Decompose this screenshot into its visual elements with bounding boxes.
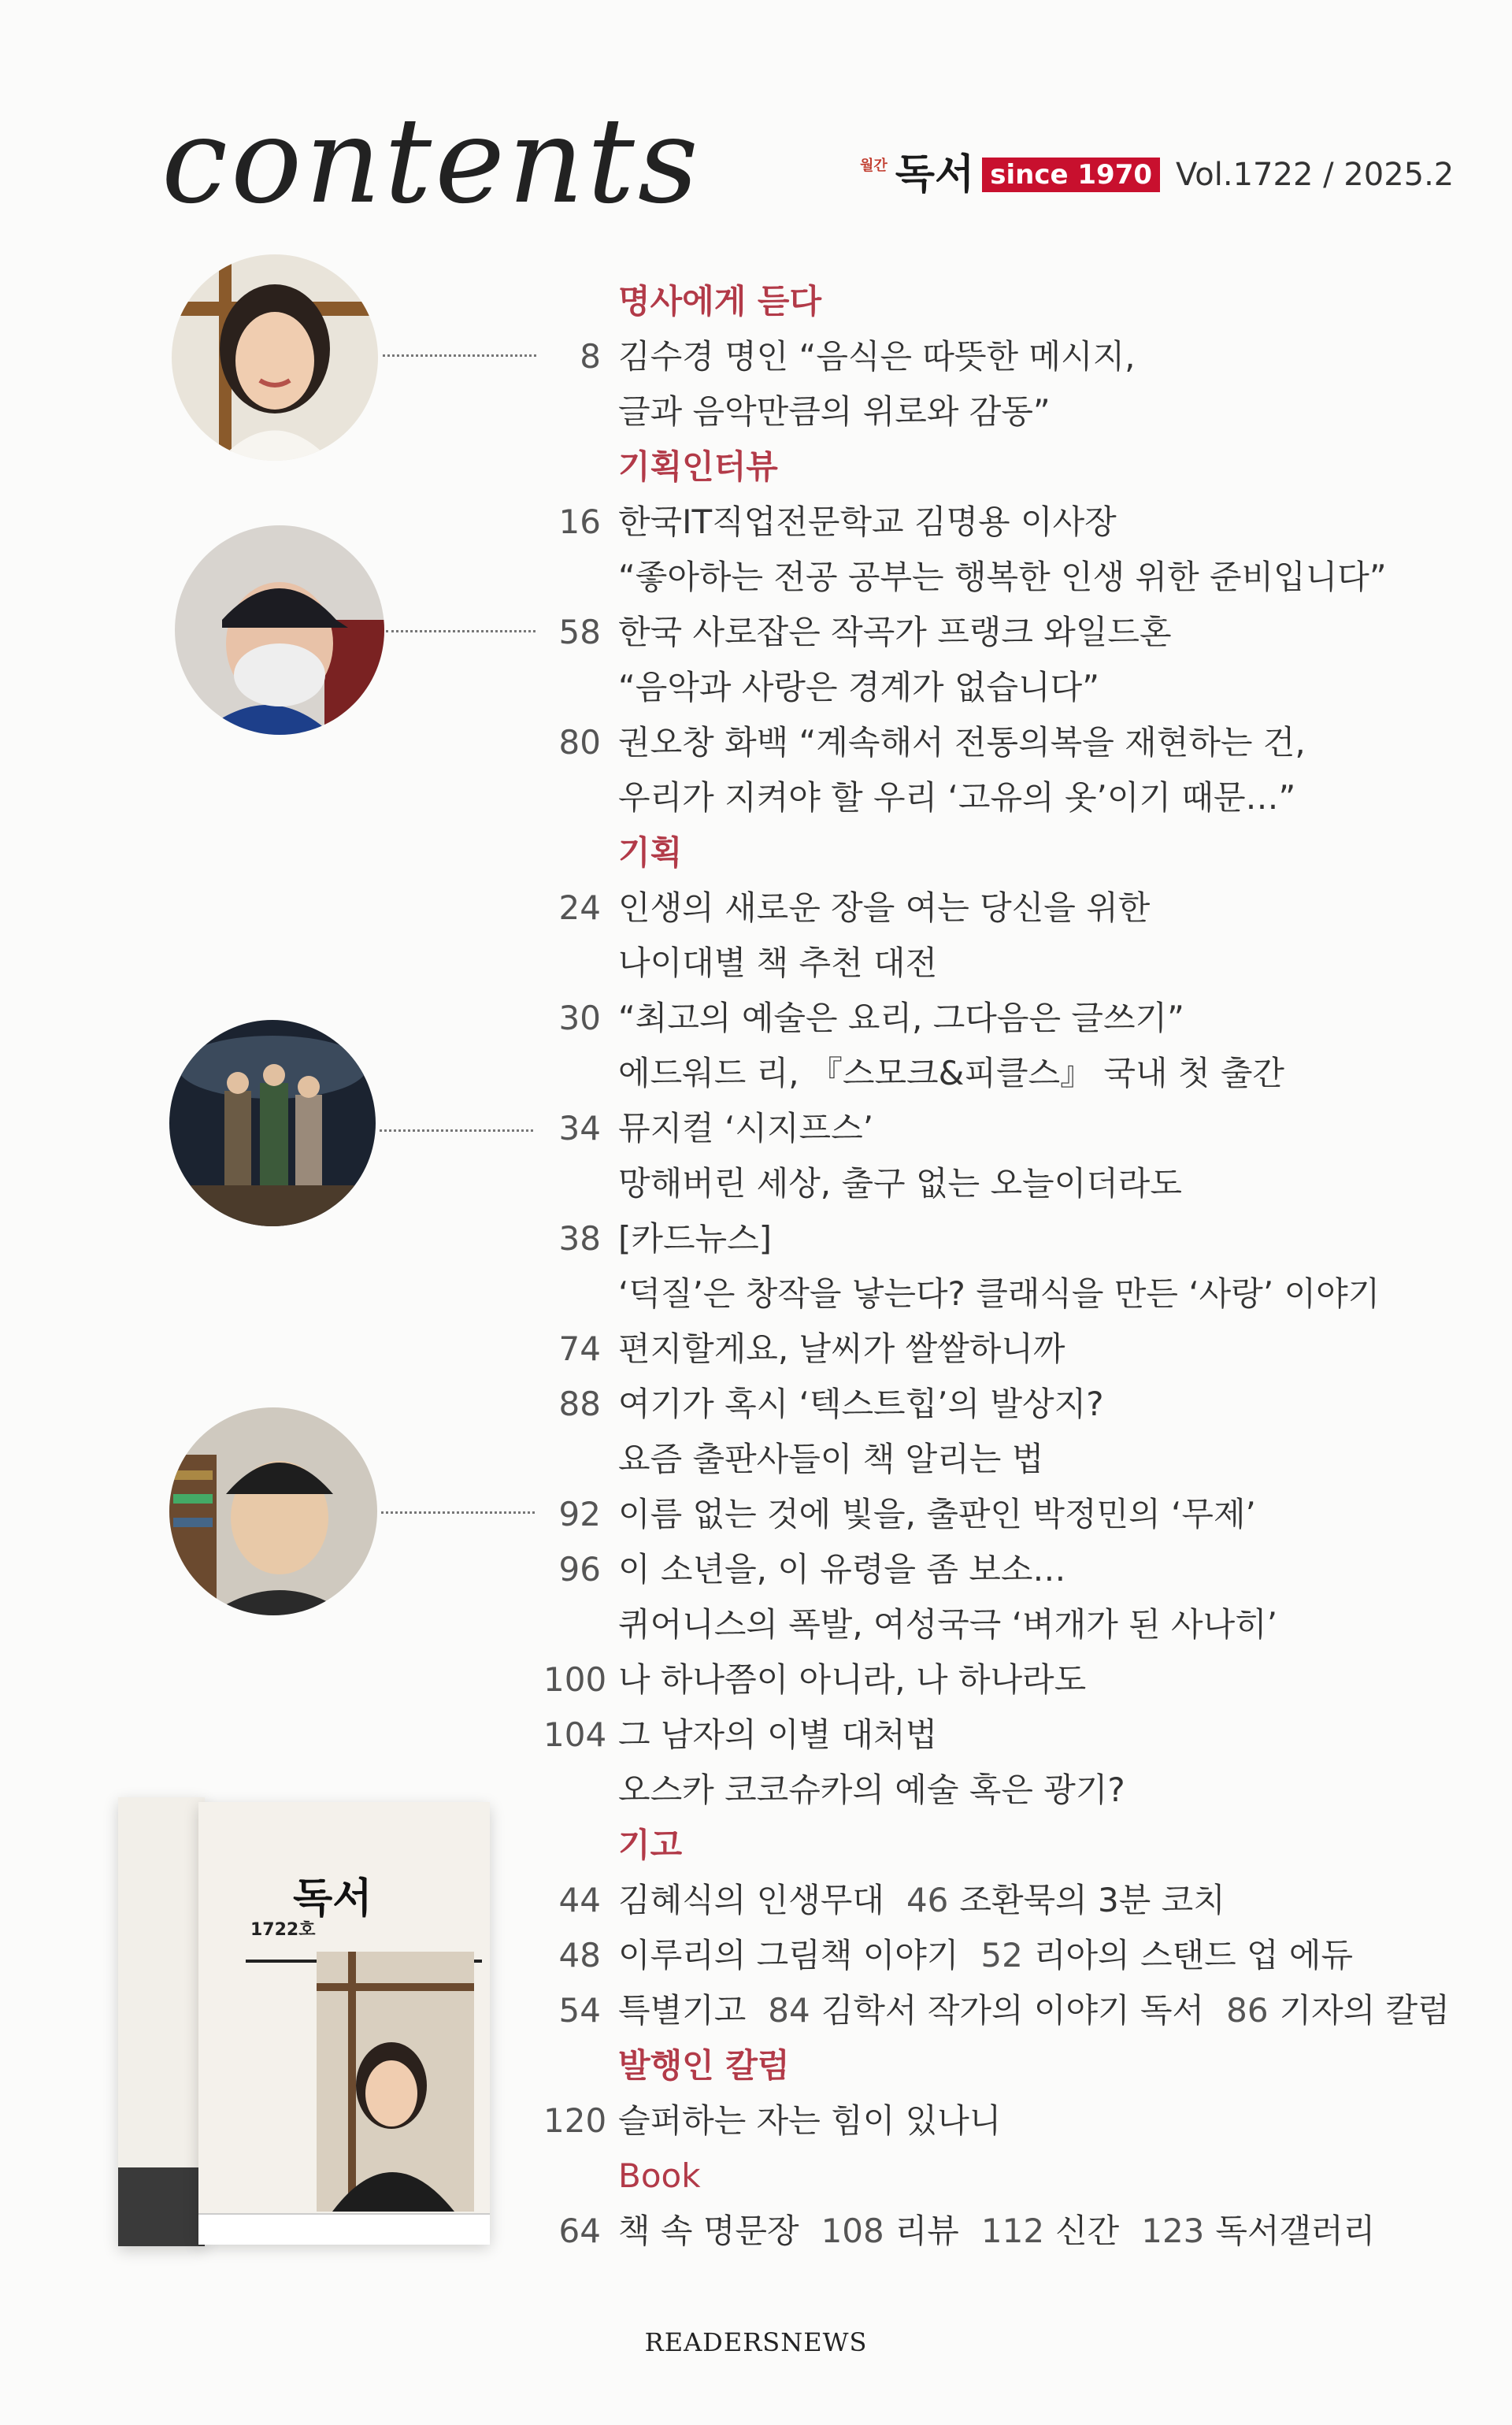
page-number: 123 — [1141, 2212, 1205, 2250]
portrait-photo-2 — [175, 525, 384, 735]
entry-subtitle: 망해버린 세상, 출구 없는 오늘이더라도 — [618, 1164, 1182, 1203]
toc-entry-group — [543, 1991, 1472, 2030]
man-beanie-portrait-icon — [169, 1407, 377, 1615]
entry-subtitle: “좋아하는 전공 공부는 행복한 인생 위한 준비입니다” — [618, 558, 1387, 596]
page-number: 44 — [558, 1881, 601, 1919]
entry-title: “최고의 예술은 요리, 그다음은 글쓰기” — [618, 999, 1184, 1037]
volume-date: Vol.1722 / 2025.2 — [1176, 157, 1455, 193]
toc-entry[interactable] — [543, 502, 1117, 541]
magazine-cover-back — [118, 1797, 205, 2246]
entry-title: 나 하나쯤이 아니라, 나 하나라도 — [618, 1660, 1087, 1699]
entry-title: 여기가 혹시 ‘텍스트힙’의 발상지? — [618, 1385, 1104, 1423]
leader-dots — [380, 1129, 533, 1132]
entry-title[interactable]: 특별기고 — [618, 1991, 747, 2030]
woman-portrait-icon — [172, 254, 378, 461]
toc-entry[interactable] — [543, 888, 1151, 927]
entry-title: 편지할게요, 날씨가 쌀쌀하니까 — [618, 1329, 1065, 1368]
entry-title[interactable]: 리아의 스탠드 업 에듀 — [1033, 1936, 1354, 1974]
entry-title[interactable]: 기자의 칼럼 — [1279, 1991, 1450, 2030]
leader-dots — [381, 1511, 535, 1514]
entry-title[interactable]: 신간 — [1055, 2212, 1120, 2250]
publisher-footer: READERSNEWS — [644, 2327, 868, 2357]
entry-title[interactable]: 김혜식의 인생무대 — [618, 1881, 884, 1919]
magazine-cover — [198, 1802, 490, 2243]
masthead-monthly: 월간 — [860, 158, 888, 174]
toc-entry[interactable] — [543, 2101, 1002, 2140]
portrait-photo-3 — [169, 1407, 377, 1615]
entry-title[interactable]: 독서갤러리 — [1215, 2212, 1376, 2250]
leader-dots — [383, 354, 536, 357]
entry-title[interactable]: 조환묵의 3분 코치 — [959, 1881, 1225, 1919]
toc-entry[interactable] — [543, 723, 1306, 762]
entry-title: 김수경 명인 “음식은 따뜻한 메시지, — [618, 337, 1136, 376]
page-title: contents — [161, 93, 702, 230]
entry-title: 뮤지컬 ‘시지프스’ — [618, 1109, 874, 1148]
entry-subtitle: 요즘 출판사들이 책 알리는 법 — [618, 1440, 1044, 1478]
entry-subtitle: 나이대별 책 추천 대전 — [618, 944, 938, 982]
page-number: 16 — [558, 502, 601, 541]
section-heading: Book — [618, 2156, 701, 2195]
page-number: 104 — [543, 1715, 607, 1754]
entry-title: 그 남자의 이별 대처법 — [618, 1715, 938, 1754]
page-number: 34 — [558, 1109, 601, 1148]
cover-woman-icon — [317, 1952, 474, 2212]
entry-title: 한국 사로잡은 작곡가 프랭크 와일드혼 — [618, 613, 1172, 651]
masthead — [860, 151, 1454, 198]
page-number: 48 — [558, 1936, 601, 1974]
entry-title: 한국IT직업전문학교 김명용 이사장 — [618, 502, 1117, 541]
toc-entry[interactable] — [543, 1219, 773, 1258]
entry-title[interactable]: 리뷰 — [895, 2212, 959, 2250]
page-number: 120 — [543, 2101, 607, 2140]
section-heading: 기획 — [618, 833, 683, 872]
section-heading: 발행인 칼럼 — [618, 2046, 790, 2085]
since-badge: since 1970 — [982, 158, 1160, 193]
toc-entry[interactable] — [543, 613, 1172, 651]
page-number: 38 — [558, 1219, 601, 1258]
entry-title: 이름 없는 것에 빛을, 출판인 박정민의 ‘무제’ — [618, 1495, 1256, 1533]
entry-title: 슬퍼하는 자는 힘이 있나니 — [618, 2101, 1002, 2140]
page-number: 80 — [558, 723, 601, 762]
page-number: 46 — [906, 1881, 949, 1919]
page-number: 52 — [980, 1936, 1023, 1974]
toc-entry[interactable] — [543, 1550, 1066, 1589]
cover-image — [317, 1952, 474, 2212]
toc-entry[interactable] — [543, 1329, 1065, 1368]
cover-logo: 독서 — [293, 1874, 372, 1923]
entry-title[interactable]: 김학서 작가의 이야기 독서 — [821, 1991, 1205, 2030]
masthead-logo: 독서 — [895, 150, 975, 198]
toc-entry-group — [543, 1936, 1375, 1974]
page-number: 112 — [980, 2212, 1045, 2250]
page-number: 92 — [558, 1495, 601, 1533]
page-number: 64 — [558, 2212, 601, 2250]
toc-entry[interactable] — [543, 1109, 874, 1148]
cover-issue: 1722호 — [250, 1920, 316, 1940]
section-heading: 기고 — [618, 1826, 683, 1864]
toc-entry[interactable] — [543, 1715, 938, 1754]
entry-subtitle: 에드워드 리, 『스모크&피클스』 국내 첫 출간 — [618, 1054, 1285, 1092]
entry-title[interactable]: 책 속 명문장 — [618, 2212, 799, 2250]
entry-title[interactable]: 이루리의 그림책 이야기 — [618, 1936, 959, 1974]
toc-entry[interactable] — [543, 1660, 1087, 1699]
page-number: 24 — [558, 888, 601, 927]
toc-entry[interactable] — [543, 999, 1184, 1037]
entry-title: 이 소년을, 이 유령을 좀 보소… — [618, 1550, 1066, 1589]
page-number: 58 — [558, 613, 601, 651]
page-number: 96 — [558, 1550, 601, 1589]
entry-title: 인생의 새로운 장을 여는 당신을 위한 — [618, 888, 1151, 927]
page-number: 74 — [558, 1329, 601, 1368]
page-number: 88 — [558, 1385, 601, 1423]
section-heading: 명사에게 듣다 — [618, 282, 822, 321]
page-number: 100 — [543, 1660, 607, 1699]
stage-scene-icon — [169, 1020, 376, 1226]
toc-entry-group — [543, 1881, 1247, 1919]
entry-subtitle: 우리가 지켜야 할 우리 ‘고유의 옷’이기 때문…” — [618, 778, 1296, 817]
entry-subtitle: “음악과 사랑은 경계가 없습니다” — [618, 668, 1100, 706]
entry-subtitle: 오스카 코코슈카의 예술 혹은 광기? — [618, 1771, 1125, 1809]
toc-entry[interactable] — [543, 1495, 1256, 1533]
toc-entry-group — [543, 2212, 1397, 2250]
page-number: 84 — [768, 1991, 810, 2030]
portrait-photo-1 — [172, 254, 378, 461]
entry-subtitle: ‘덕질’은 창작을 낳는다? 클래식을 만든 ‘사랑’ 이야기 — [618, 1274, 1380, 1313]
page-number: 108 — [821, 2212, 884, 2250]
entry-subtitle: 글과 음악만큼의 위로와 감동” — [618, 392, 1051, 431]
leader-dots — [386, 630, 536, 632]
page-number: 8 — [580, 337, 601, 376]
toc-entry[interactable] — [543, 1385, 1104, 1423]
page-number: 54 — [558, 1991, 601, 2030]
entry-title: 권오창 화백 “계속해서 전통의복을 재현하는 건, — [618, 723, 1306, 762]
man-cap-portrait-icon — [175, 525, 384, 735]
section-heading: 기획인터뷰 — [618, 447, 778, 486]
toc-entry[interactable] — [543, 337, 1136, 376]
page-number: 86 — [1226, 1991, 1269, 2030]
page-number: 30 — [558, 999, 601, 1037]
musical-stage-photo — [169, 1020, 376, 1226]
entry-subtitle: 퀴어니스의 폭발, 여성국극 ‘벼개가 된 사나히’ — [618, 1605, 1278, 1644]
entry-title: [카드뉴스] — [618, 1219, 773, 1258]
